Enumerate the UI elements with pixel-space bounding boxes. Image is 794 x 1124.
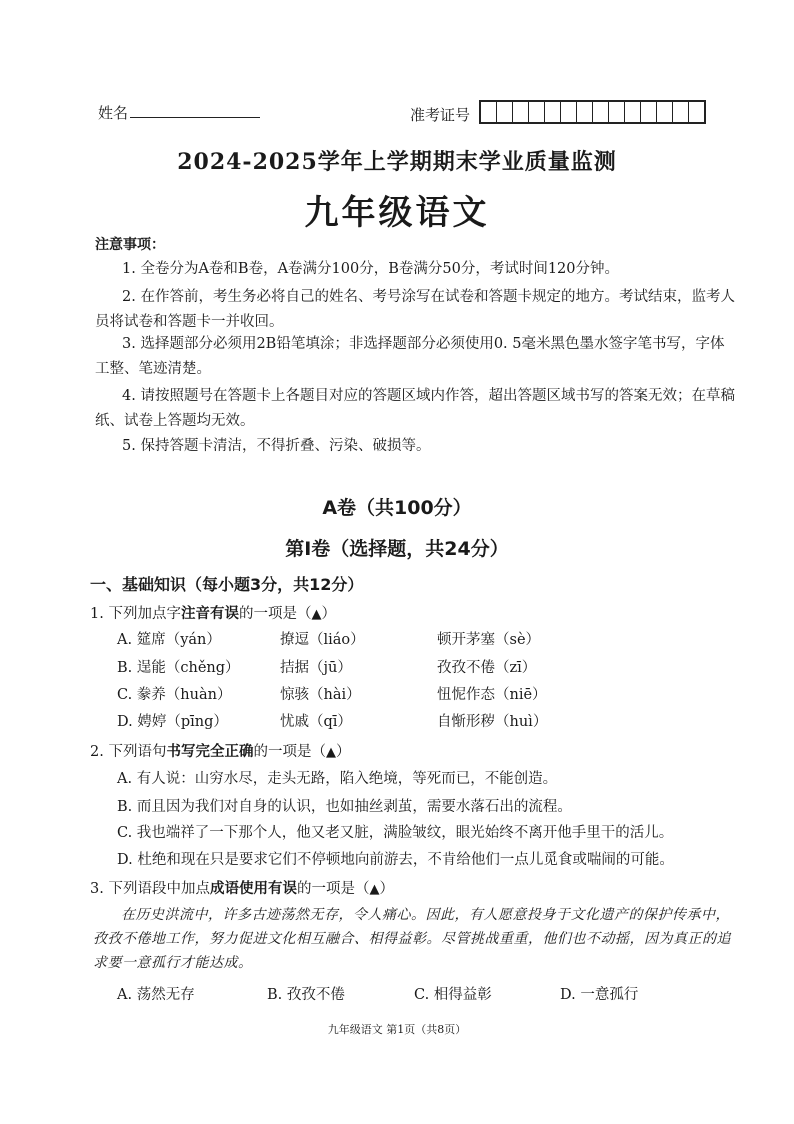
q1-option: 拮据（jū） [280,660,352,676]
candidate-header [98,100,728,126]
q1-option: D. 娉婷（pīng） [117,714,228,730]
exam-id-box [481,102,497,122]
q3-option: B. 孜孜不倦 [267,987,345,1003]
page-footer: 九年级语文 第1页（共8页） [327,1023,467,1036]
q1-option: 撩逗（liáo） [280,632,365,648]
q1-option-row [117,683,737,707]
part-1-heading: 一、基础知识（每小题3分，共12分） [90,575,364,594]
answer-mark-icon: ▲ [311,607,322,622]
q3-passage: 在历史洪流中，许多古迹荡然无存，令人痛心。因此，有人愿意投身于文化遗产的保护传承中，孜孜不倦地工作，努力促进文化相互融合、相得益彰。尽管挑战重重，他们也不动摇，因为真正的追求要一意孤行才能达成。 [93,907,731,971]
exam-id-boxes [479,100,706,124]
q1-option: 顿开茅塞（sè） [437,632,541,648]
exam-id-box [529,102,545,122]
exam-id-box [625,102,641,122]
note-item: 2. 在作答前，考生务必将自己的姓名、考号涂写在试卷和答题卡规定的地方。考试结束，监考人员将试卷和答题卡一并收回。 [95,289,735,330]
q1-option: 忧戚（qī） [280,714,352,730]
q1-option-row [117,628,737,652]
q1-option: 自惭形秽（huì） [437,714,548,730]
q3-option: A. 荡然无存 [117,987,195,1003]
notes-heading: 注意事项： [95,237,165,253]
question-1-stem: 1. 下列加点字注音有误的一项是（▲） [90,605,336,622]
q1-option-row [117,656,737,680]
q1-option: 孜孜不倦（zī） [437,660,537,676]
exam-id-box [513,102,529,122]
note-item: 3. 选择题部分必须用2B铅笔填涂；非选择题部分必须使用0. 5毫米黑色墨水签字笔书写，字体工整、笔迹清楚。 [95,336,725,377]
q1-option: 忸怩作态（niē） [437,687,547,703]
answer-mark-icon: ▲ [325,745,336,760]
q1-option: B. 逞能（chěng） [117,660,240,676]
name-label: 姓名 [98,104,129,122]
subject-title: 九年级语文 [304,193,490,233]
q2-option: B. 而且因为我们对自身的认识，也如抽丝剥茧，需要水落石出的流程。 [117,799,572,815]
q2-option: C. 我也端祥了一下那个人，他又老又脏，满脸皱纹，眼光始终不离开他手里干的活儿。 [117,825,674,841]
exam-id-box [497,102,513,122]
question-3-stem: 3. 下列语段中加点成语使用有误的一项是（▲） [90,880,394,897]
exam-id-label: 准考证号 [410,106,471,124]
q1-option: A. 筵席（yán） [117,632,221,648]
section-a-heading: A卷（共100分） [322,497,472,519]
q3-option: D. 一意孤行 [560,987,639,1003]
volume-1-heading: 第Ⅰ卷（选择题，共24分） [285,538,509,560]
exam-id-box [545,102,561,122]
note-item: 5. 保持答题卡清洁，不得折叠、污染、破损等。 [122,438,431,454]
exam-title: 2024-2025学年上学期期末学业质量监测 [177,149,617,175]
q1-option: 惊骇（hài） [280,687,361,703]
exam-id-box [673,102,689,122]
exam-id-box [609,102,625,122]
q2-option: A. 有人说：山穷水尽，走头无路，陷入绝境，等死而已，不能创造。 [117,771,558,787]
name-blank-line [130,117,260,118]
q1-option: C. 豢养（huàn） [117,687,232,703]
note-item: 1. 全卷分为A卷和B卷，A卷满分100分，B卷满分50分，考试时间120分钟。 [122,261,619,277]
exam-id-box [561,102,577,122]
note-item: 4. 请按照题号在答题卡上各题目对应的答题区域内作答，超出答题区域书写的答案无效；在草稿纸、试卷上答题均无效。 [95,388,735,429]
question-2-stem: 2. 下列语句书写完全正确的一项是（▲） [90,743,351,760]
q1-option-row [117,710,737,734]
exam-id-box [641,102,657,122]
q3-option-row [117,983,737,1005]
exam-id-box [577,102,593,122]
exam-id-box [657,102,673,122]
exam-id-box [593,102,609,122]
q3-option: C. 相得益彰 [414,987,492,1003]
answer-mark-icon: ▲ [369,882,380,897]
q2-option: D. 杜绝和现在只是要求它们不停顿地向前游去，不肯给他们一点儿觅食或喘闹的可能。 [117,852,674,868]
exam-id-box [689,102,704,122]
